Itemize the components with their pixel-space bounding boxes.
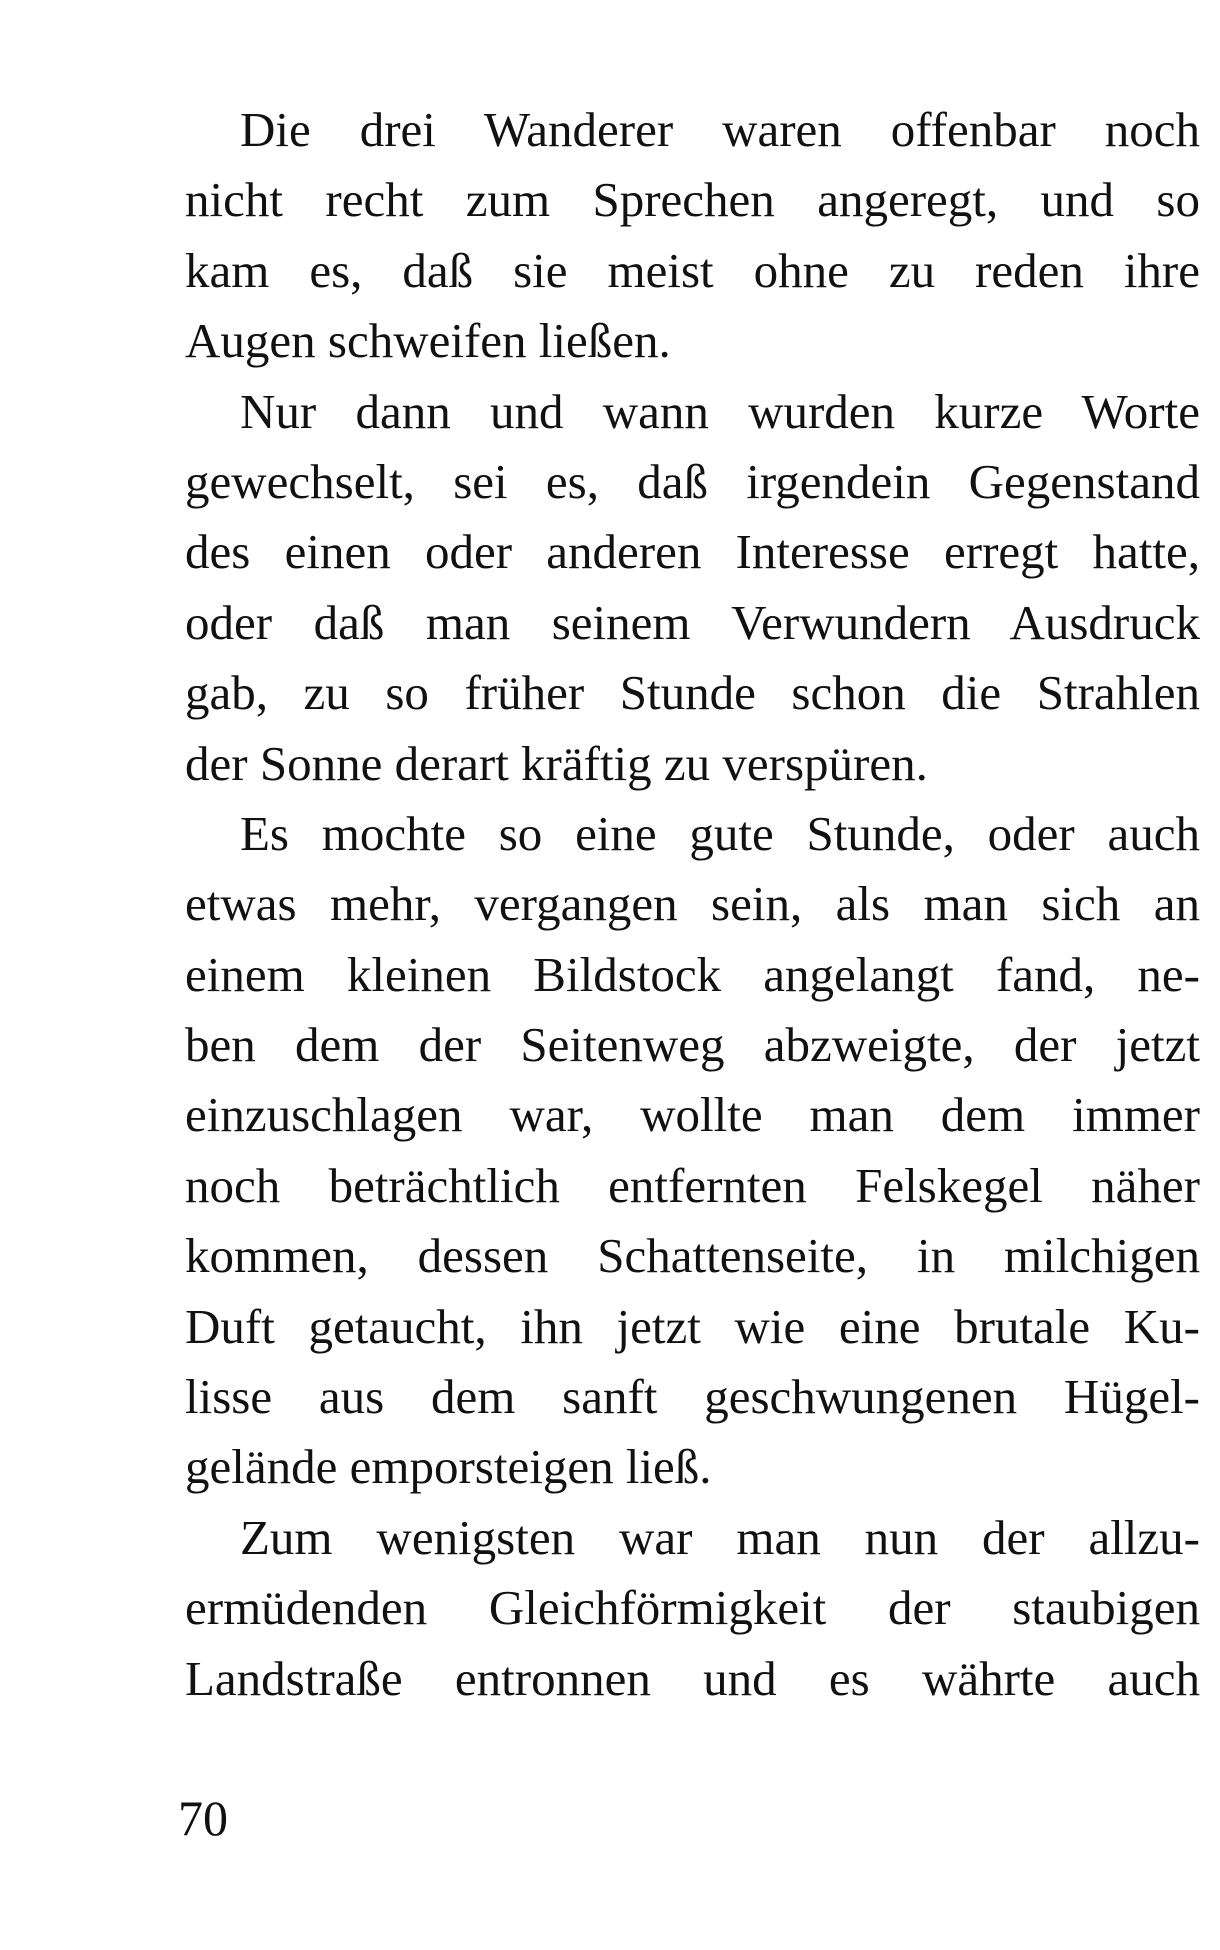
text-line: gab, zu so früher Stunde schon die Strahlen [185,665,1200,721]
text-line: der Sonne derart kräftig zu verspüren. [185,735,928,791]
paragraph-2 [185,377,1200,799]
text-line: etwas mehr, vergangen sein, als man sich an [185,876,1200,932]
text-line: Landstraße entronnen und es währte auch [185,1650,1200,1706]
text-line: ermüdenden Gleichförmigkeit der staubigen [185,1580,1200,1636]
text-line: Es mochte so eine gute Stunde, oder auch [240,805,1200,861]
text-line: kommen, dessen Schattenseite, in milchigen [185,1228,1200,1284]
text-line: lisse aus dem sanft geschwungenen Hügel- [185,1369,1200,1425]
text-line: gewechselt, sei es, daß irgendein Gegenstand [185,453,1200,509]
text-line: Augen schweifen ließen. [185,313,671,369]
text-line: oder daß man seinem Verwundern Ausdruck [185,594,1200,650]
text-line: Zum wenigsten war man nun der allzu- [240,1509,1200,1565]
text-line: noch beträchtlich entfernten Felskegel näher [185,1157,1200,1213]
paragraph-1 [185,95,1200,377]
text-line: Duft getaucht, ihn jetzt wie eine brutale Ku- [185,1298,1200,1354]
text-line: einzuschlagen war, wollte man dem immer [185,1087,1200,1143]
text-line: gelände emporsteigen ließ. [185,1439,712,1495]
text-line: Die drei Wanderer waren offenbar noch [240,102,1200,157]
text-line: einem kleinen Bildstock angelangt fand, ne- [185,946,1200,1002]
text-line: kam es, daß sie meist ohne zu reden ihre [185,242,1200,298]
paragraph-3 [185,799,1200,1503]
page-number: 70 [178,1790,228,1846]
paragraph-4 [185,1503,1200,1714]
text-line: nicht recht zum Sprechen angeregt, und so [185,172,1200,228]
text-line: des einen oder anderen Interesse erregt hatte, [185,524,1200,580]
body-text [185,95,1200,1714]
text-line: ben dem der Seitenweg abzweigte, der jetzt [185,1017,1200,1073]
text-line: Nur dann und wann wurden kurze Worte [240,383,1200,439]
